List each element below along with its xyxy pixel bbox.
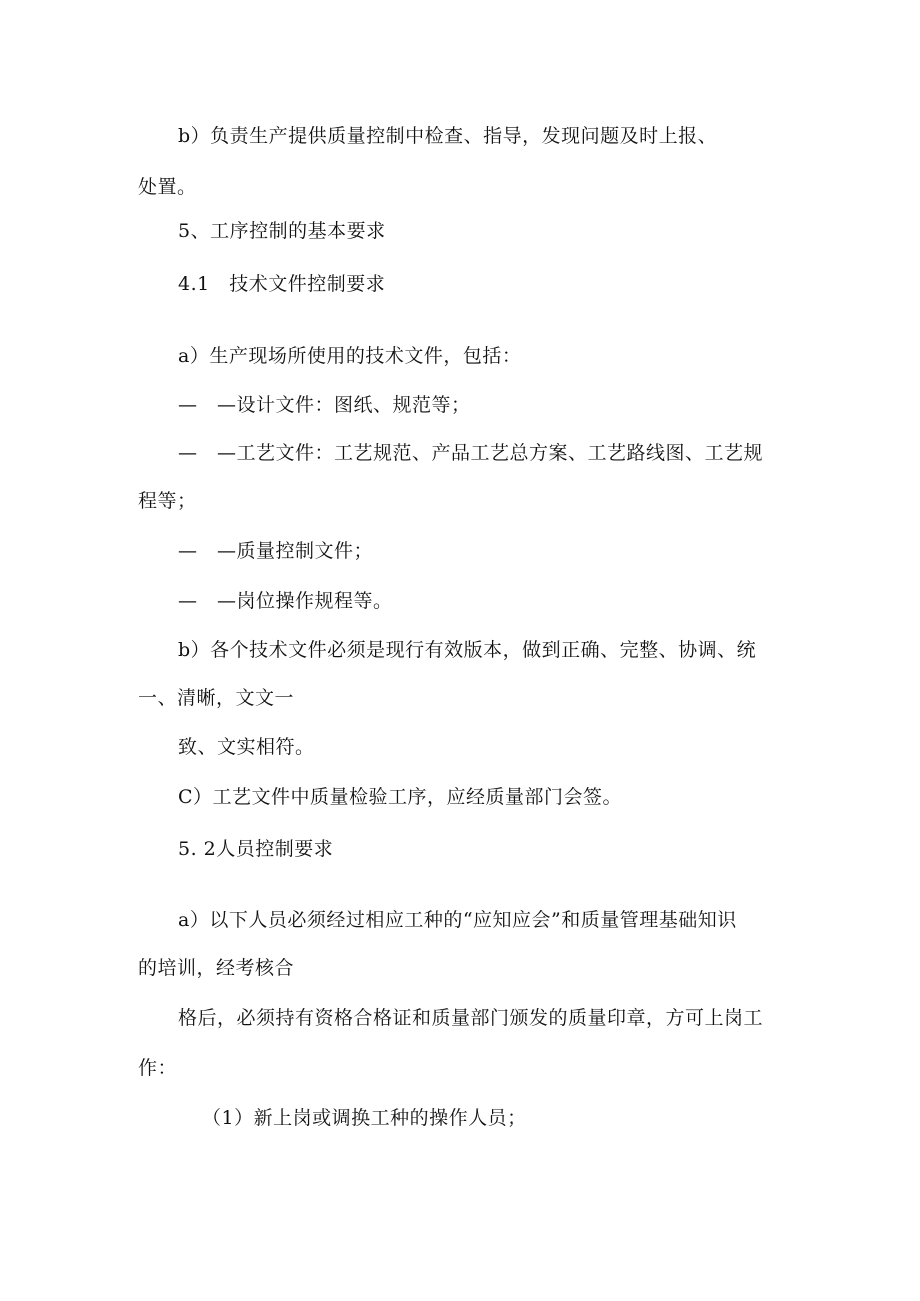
text-line: 处置。 bbox=[138, 176, 197, 198]
section-heading: 5、工序控制的基本要求 bbox=[178, 220, 386, 242]
list-item: — —岗位操作规程等。 bbox=[178, 590, 393, 612]
list-item: — —工艺文件：工艺规范、产品工艺总方案、工艺路线图、工艺规 bbox=[178, 442, 764, 464]
subsection-heading: 4.1 技术文件控制要求 bbox=[178, 273, 386, 295]
text-line: b）负责生产提供质量控制中检查、指导，发现问题及时上报、 bbox=[178, 125, 718, 147]
text-line: 的培训，经考核合 bbox=[138, 957, 295, 979]
list-item: — —设计文件：图纸、规范等； bbox=[178, 394, 471, 416]
text-line: b）各个技术文件必须是现行有效版本，做到正确、完整、协调、统 bbox=[178, 639, 757, 661]
list-item: （1）新上岗或调换工种的操作人员； bbox=[202, 1107, 527, 1129]
text-line: 格后，必须持有资格合格证和质量部门颁发的质量印章，方可上岗工 bbox=[178, 1007, 764, 1029]
text-line: 致、文实相符。 bbox=[178, 736, 315, 758]
text-line: C）工艺文件中质量检验工序，应经质量部门会签。 bbox=[178, 786, 623, 808]
text-line: a）生产现场所使用的技术文件，包括： bbox=[178, 345, 522, 367]
list-item: — —质量控制文件； bbox=[178, 540, 374, 562]
subsection-heading: 5. 2人员控制要求 bbox=[178, 838, 334, 860]
text-line: 程等； bbox=[138, 490, 197, 512]
text-line: a）以下人员必须经过相应工种的“应知应会”和质量管理基础知识 bbox=[178, 909, 737, 931]
text-line: 作： bbox=[138, 1057, 178, 1079]
text-line: 一、清晰，文文一 bbox=[138, 687, 295, 709]
